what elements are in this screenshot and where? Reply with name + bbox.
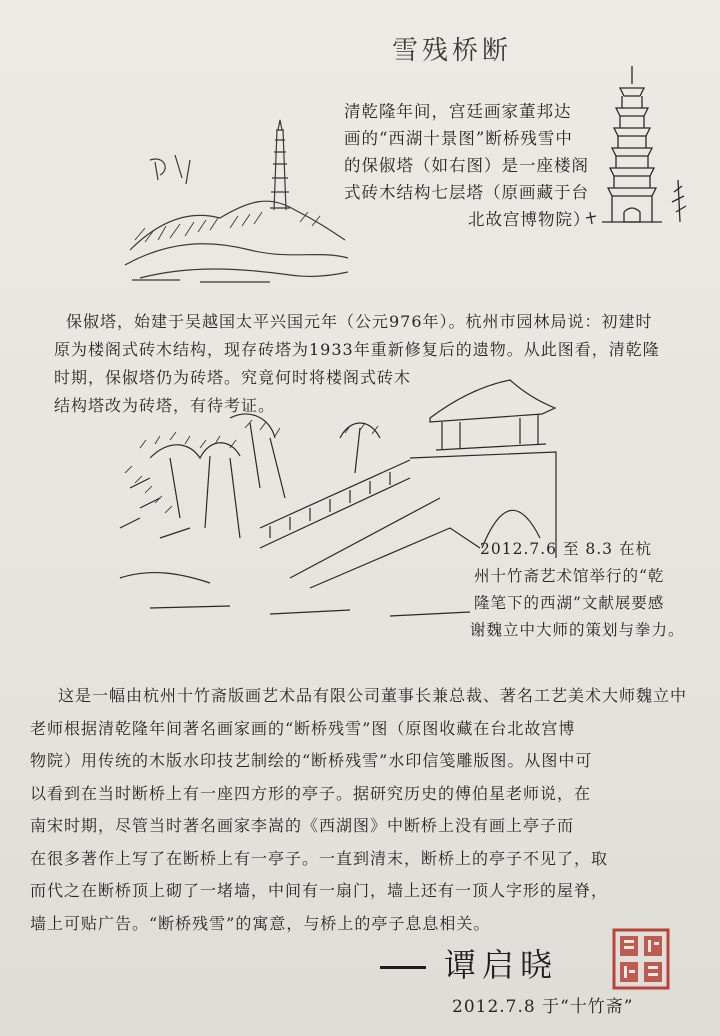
main-line: 这是一幅由杭州十竹斋版画艺术品有限公司董事长兼总裁、著名工艺美术大师魏立中 (58, 686, 688, 705)
main-line: 老师根据清乾隆年间著名画家画的“断桥残雪”图（原图收藏在台北故宫博 (30, 718, 576, 738)
page-title: 雪残桥断 (392, 36, 513, 66)
event-line: 隆笔下的西湖”文献展要感 (474, 594, 665, 612)
intro-line: 清乾隆年间，宫廷画家董邦达 (344, 102, 572, 121)
main-line: 南宋时期，尽管当时著名画家李嵩的《西湖图》中断桥上没有画上亭子而 (30, 816, 575, 835)
main-line: 而代之在断桥顶上砌了一堵墙，中间有一扇门，墙上还有一顶人字形的屋脊， (30, 881, 609, 900)
main-line: 物院）用传统的木版水印技艺制绘的“断桥残雪”水印信笺雕版图。从图中可 (30, 751, 593, 770)
event-line: 2012.7.6 至 8.3 在杭 (480, 540, 652, 558)
main-line: 在很多著作上写了在断桥上有一亭子。一直到清末，断桥上的亭子不见了，取 (30, 848, 609, 868)
seven-storey-pagoda-sketch (582, 62, 692, 238)
pagoda-hill-sketch (120, 100, 350, 285)
intro-line: 式砖木结构七层塔（原画藏于台 (344, 183, 589, 202)
paragraph-line: 原为楼阁式砖木结构，现存砖塔为1933年重新修复后的遗物。从此图看，清乾隆 (54, 340, 660, 359)
exhibition-note (470, 536, 690, 644)
intro-line: 画的“西湖十景图”断桥残雪中 (344, 129, 573, 148)
intro-line: 的保俶塔（如右图）是一座楼阁 (344, 156, 589, 175)
paragraph-line: 保俶塔，始建于吴越国太平兴国元年（公元976年）。杭州市园林局说：初建时 (66, 312, 653, 331)
intro-line: 北故宫博物院） (468, 210, 591, 229)
signature-name: 谭启晓 (444, 946, 559, 984)
signature-dash (380, 966, 426, 969)
signature-date: 2012.7.8 于“十竹斋” (452, 997, 634, 1017)
signature (380, 940, 558, 986)
main-line: 以看到在当时断桥上有一座四方形的亭子。据研究历史的傅伯星老师说，在 (30, 783, 592, 803)
event-line: 州十竹斋艺术馆举行的“乾 (474, 567, 665, 585)
paragraph-line: 结构塔改为砖塔，有待考证。 (54, 396, 276, 415)
red-seal-stamp (612, 928, 670, 990)
paragraph-line: 时期，保俶塔仍为砖塔。究竟何时将楼阁式砖木 (54, 368, 412, 387)
main-paragraph (30, 680, 688, 940)
event-line: 谢魏立中大师的策划与拳力。 (470, 621, 685, 639)
intro-text (344, 98, 612, 233)
main-line: 墙上可贴广告。“断桥残雪”的寓意，与桥上的亭子息息相关。 (30, 913, 491, 933)
